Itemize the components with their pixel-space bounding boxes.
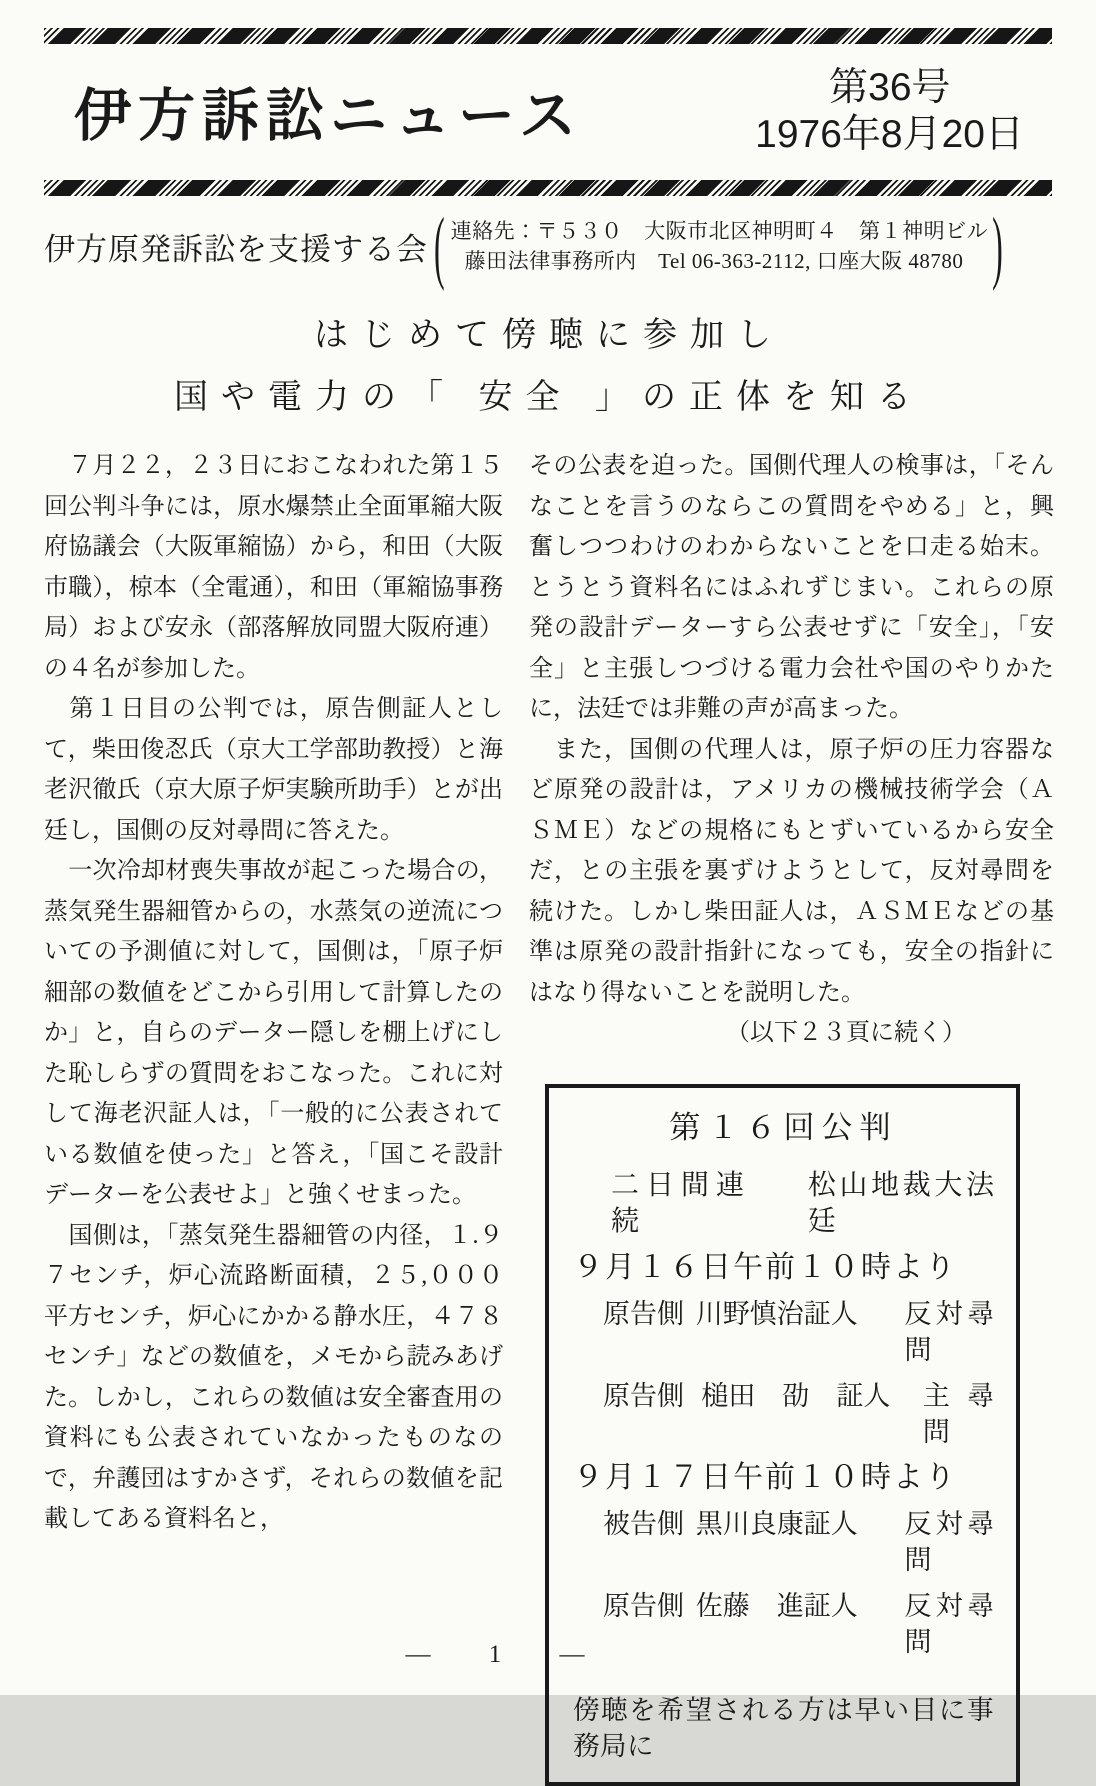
paragraph: ７月２２，２３日におこなわれた第１５回公判斗争には，原水爆禁止全面軍縮大阪府協議会（大阪軍縮協）から，和田（大阪市職），椋本（全電通），和田（軍縮協事務局）および安永（部落解放同盟大阪府連）の４名が参加した。 xyxy=(44,453,503,682)
announcement-duration: 二日間連続 xyxy=(611,1169,744,1237)
masthead xyxy=(44,44,1054,180)
witness-name: 川野慎治証人 xyxy=(695,1298,858,1329)
page-number: ― 1 ― xyxy=(405,1641,611,1668)
publisher-contact xyxy=(451,216,989,276)
article-left-column xyxy=(44,446,503,1786)
decorative-stripe-bar-second xyxy=(44,180,1052,196)
paragraph: 一次冷却材喪失事故が起こった場合の，蒸気発生器細管からの，水蒸気の逆流についての予測値に対して，国側は，「原子炉細部の数値をどこから引用して計算したのか」と，自らのデーター隠しを棚上げにした恥しらずの質問をおこなった。これに対して海老沢証人は，「一般的に公表されている数値を使った」と答え，「国こそ設計データーを公表せよ」と強くせまった。 xyxy=(44,858,503,1208)
witness-row xyxy=(573,1506,994,1578)
session-date: ９月１７日午前１０時より xyxy=(573,1460,957,1494)
witness-name: 黒川良康証人 xyxy=(695,1508,858,1539)
publisher-open-paren: ( xyxy=(434,198,445,291)
examination-type: 主尋問 xyxy=(922,1380,994,1447)
witness-side: 原告側 xyxy=(603,1590,684,1621)
paragraph: その公表を迫った。国側代理人の検事は，「そんなことを言うのならこの質問をやめる」と，興奮しつつわけのわからないことを口走る始末。とうとう資料名にはふれずじまい。これらの原発の設計データーすら公表せずに「安全」，「安全」と主張しつづける電力会社や国のやりかたに，法廷では非難の声が高まった。 xyxy=(529,453,1054,722)
publisher-row xyxy=(44,198,1054,291)
session-date: ９月１６日午前１０時より xyxy=(573,1250,957,1284)
paragraph: 第１日目の公判では，原告側証人として，柴田俊忍氏（京大工学部助教授）と海老沢徹氏（京大原子炉実験所助手）とが出廷し，国側の反対尋問に答えた。 xyxy=(44,696,503,844)
examination-type: 反対尋問 xyxy=(904,1298,994,1365)
issue-number: 第36号 xyxy=(829,66,951,109)
contact-phone: 藤田法律事務所内 Tel 06-363-2112, 口座大阪 48780 xyxy=(464,249,964,273)
witness-side: 被告側 xyxy=(603,1508,684,1539)
witness-side: 原告側 xyxy=(603,1298,684,1329)
witness-name: 槌田 劭 証人 xyxy=(701,1380,891,1411)
decorative-stripe-bar-top xyxy=(44,28,1052,44)
announcement-subtitle-row xyxy=(573,1168,994,1240)
witness-row xyxy=(573,1378,994,1450)
newsletter-title: 伊方訴訟ニュース xyxy=(74,84,584,148)
issue-block xyxy=(755,64,1024,158)
next-hearing-announcement-box xyxy=(545,1084,1020,1786)
publisher-org-name: 伊方原発訴訟を支援する会 xyxy=(44,231,428,267)
headline-line2: 国や電力の「 安全 」の正体を知る xyxy=(174,378,924,416)
announcement-title: 第１６回公判 xyxy=(669,1109,898,1145)
headline-line1: はじめて傍聴に参加し xyxy=(314,316,784,354)
article-right-column xyxy=(529,446,1054,1786)
continuation-note: （以下２３頁に続く） xyxy=(726,1020,966,1046)
article-headline xyxy=(44,304,1054,428)
examination-type: 反対尋問 xyxy=(904,1590,994,1657)
attendance-note: 傍聴を希望される方は早い目に事務局に xyxy=(573,1694,994,1761)
publisher-close-paren: ) xyxy=(992,198,1003,291)
witness-row xyxy=(573,1296,994,1368)
issue-date: 1976年8月20日 xyxy=(755,113,1024,156)
paragraph: 国側は，「蒸気発生器細管の内径，１.９７センチ，炉心流路断面積，２５,０００平方センチ，炉心にかかる静水圧，４７８センチ」などの数値を，メモから読みあげた。しかし，これらの数値は安全審査用の資料にも公表されていなかったものなので，弁護団はすかさず，それらの数値を記載してある資料名と， xyxy=(44,1222,503,1532)
witness-name: 佐藤 進証人 xyxy=(695,1590,858,1621)
article-body xyxy=(44,446,1054,1786)
examination-type: 反対尋問 xyxy=(904,1508,994,1575)
contact-address: 連絡先：〒５３０ 大阪市北区神明町４ 第１神明ビル xyxy=(450,219,989,243)
paragraph: また，国側の代理人は，原子炉の圧力容器など原発の設計は，アメリカの機械技術学会（ＡＳＭＥ）などの規格にもとずいているから安全だ，との主張を裏ずけようとして，反対尋問を続けた。しかし柴田証人は，ＡＳＭＥなどの基準は原発の設計指針になっても，安全の指針にはなり得ないことを説明した。 xyxy=(529,736,1054,1006)
announcement-court: 松山地裁大法廷 xyxy=(807,1169,994,1237)
witness-side: 原告側 xyxy=(603,1380,684,1411)
